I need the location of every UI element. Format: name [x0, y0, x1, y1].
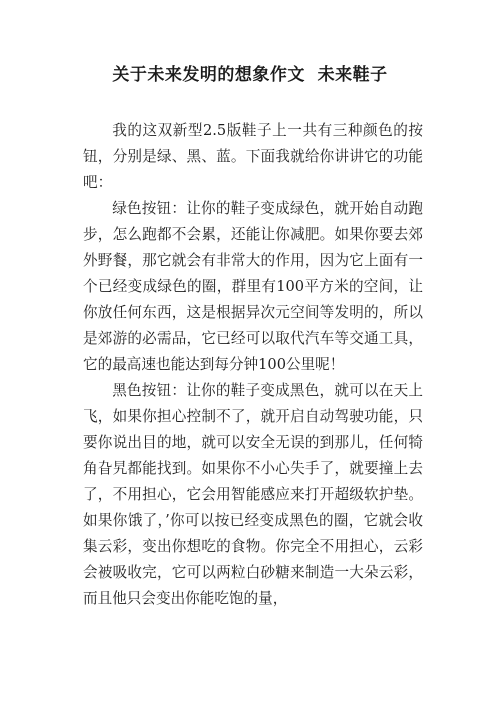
document-body [83, 118, 423, 612]
paragraph-black-button: 黑色按钮：让你的鞋子变成黑色，就可以在天上飞，如果你担心控制不了，就开启自动驾驶功能，只要你说出目的地，就可以安全无误的到那儿，任何犄角旮旯都能找到。如果你不小心失手了，就要撞上去了，不用担心，它会用智能感应来打开超级软护垫。如果你饿了，’你可以按已经变成黑色的圈，它就会收集云彩，变出你想吃的食物。你完全不用担心，云彩会被吸收完，它可以两粒白砂糖来制造一大朵云彩，而且他只会变出你能吃饱的量， [83, 382, 423, 607]
document-title: 关于未来发明的想象作文 未来鞋子 [112, 65, 388, 85]
paragraph-green-button: 绿色按钮：让你的鞋子变成绿色，就开始自动跑步，怎么跑都不会累，还能让你减肥。如果你要去郊外野餐，那它就会有非常大的作用，因为它上面有一个已经变成绿色的圈，群里有100平方米的空间，让你放任何东西，这是根据异次元空间等发明的，所以是郊游的必需品，它已经可以取代汽车等交通工具，它的最高速也能达到每分钟100公里呢！ [83, 200, 423, 373]
paragraph-intro: 我的这双新型2.5版鞋子上一共有三种颜色的按钮，分别是绿、黑、蓝。下面我就给你讲讲它的功能吧： [83, 122, 423, 191]
